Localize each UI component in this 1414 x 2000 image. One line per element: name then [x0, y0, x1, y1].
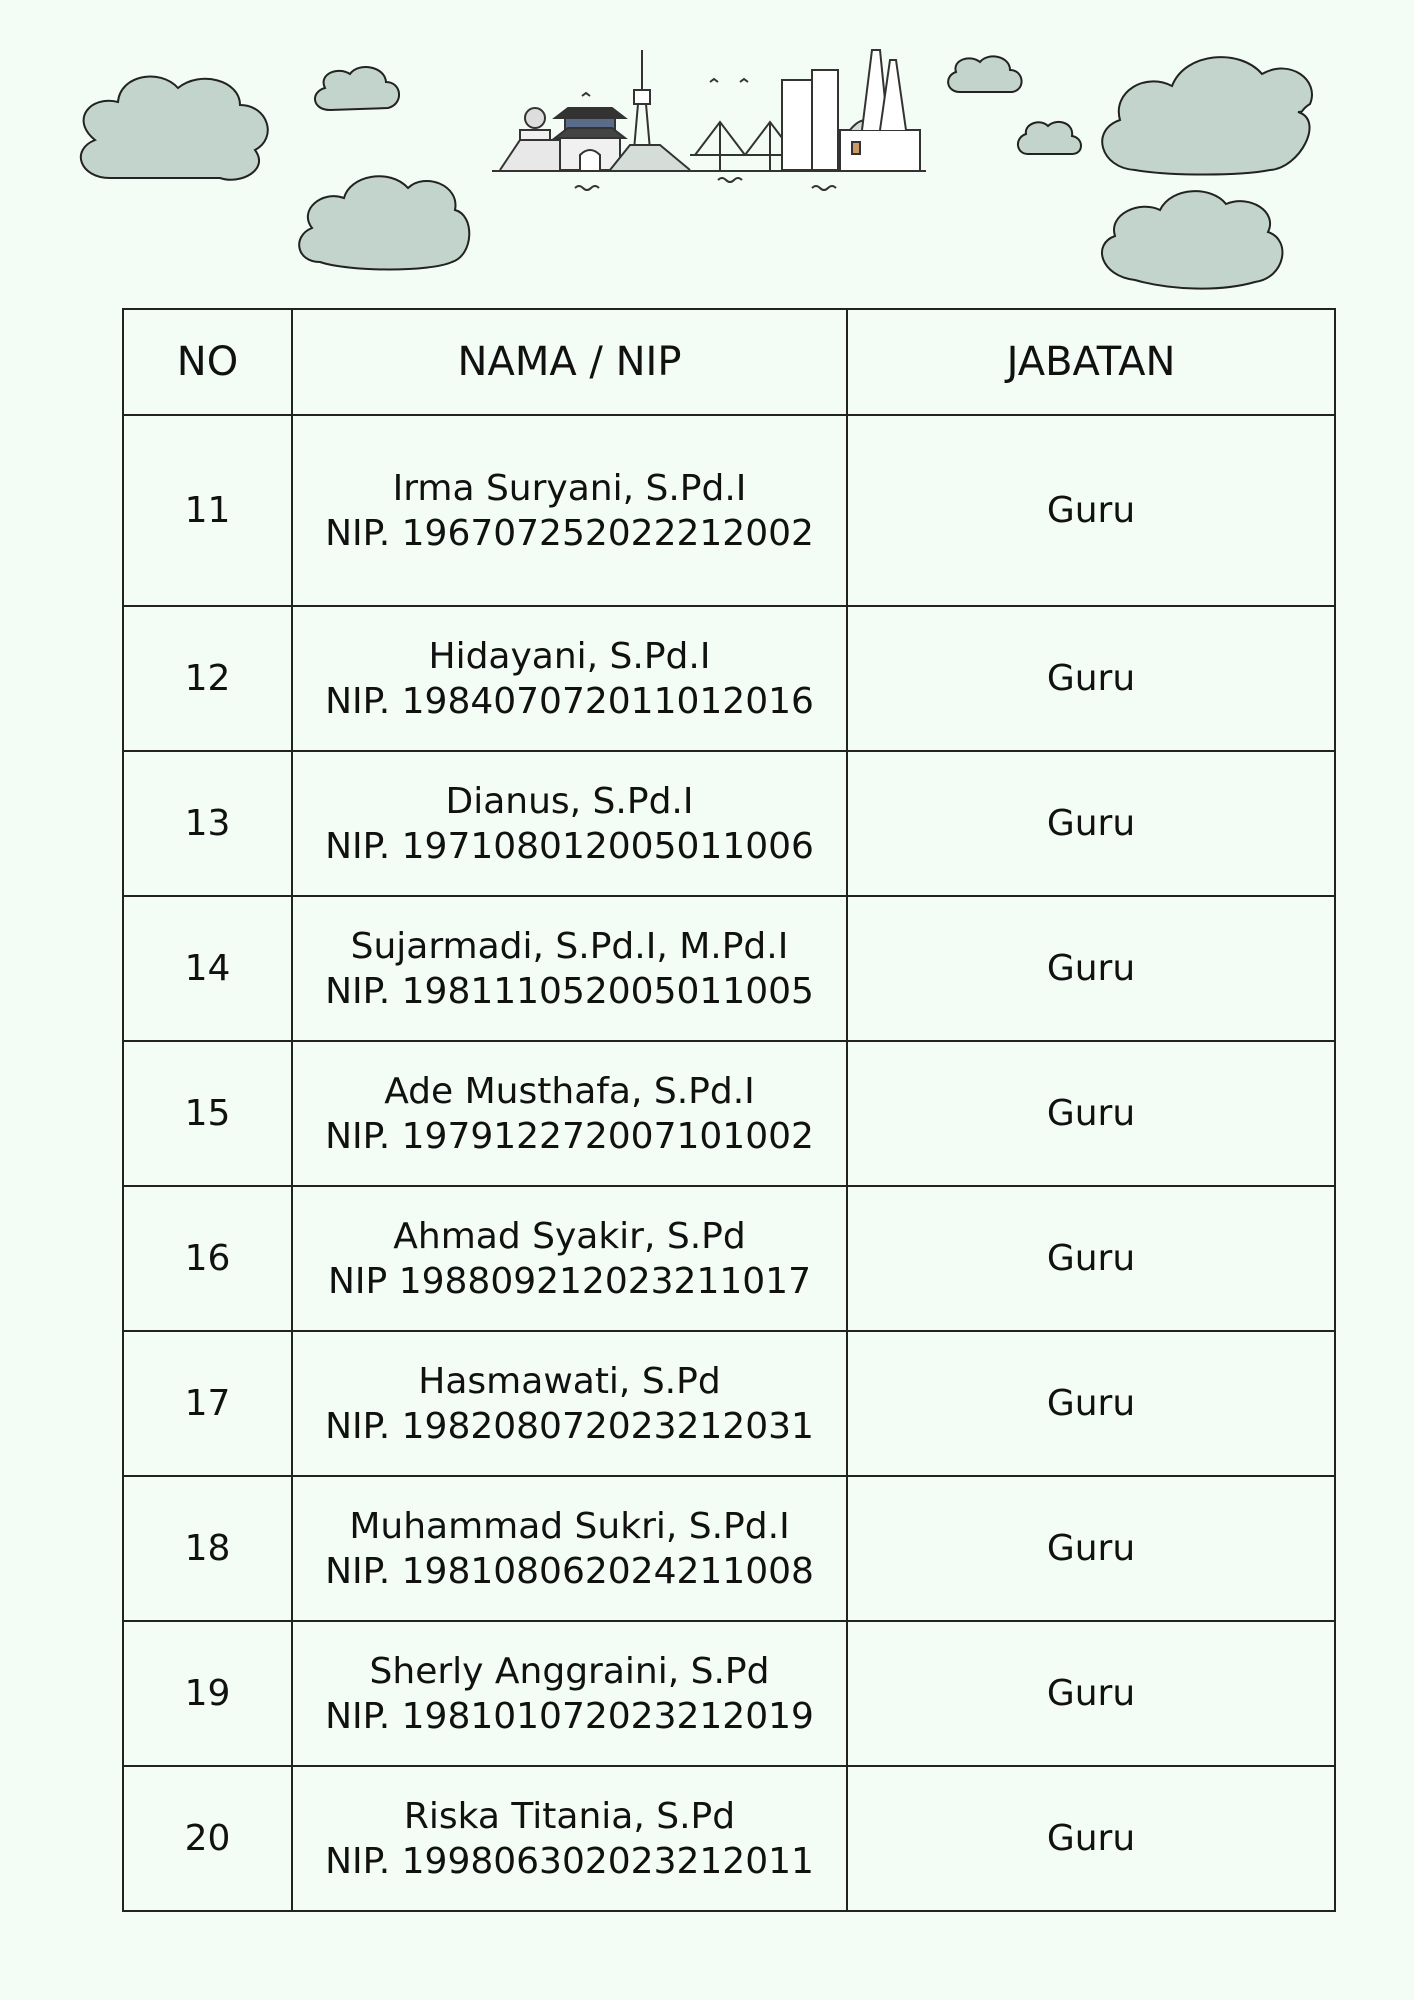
table-row: [123, 1041, 1335, 1186]
row-number: 12: [123, 606, 292, 751]
header-name-nip: NAMA / NIP: [292, 309, 847, 415]
row-position: Guru: [847, 1331, 1335, 1476]
row-position: Guru: [847, 606, 1335, 751]
row-name-nip: [292, 1041, 847, 1186]
row-position: Guru: [847, 1041, 1335, 1186]
staff-nip: NIP. 196707252022212002: [325, 512, 814, 554]
row-position: Guru: [847, 1766, 1335, 1911]
table-row: [123, 415, 1335, 606]
staff-nip: NIP. 198111052005011005: [325, 970, 814, 1012]
staff-name: Irma Suryani, S.Pd.I: [392, 467, 747, 509]
staff-nip: NIP. 198108062024211008: [325, 1550, 814, 1592]
header-no: NO: [123, 309, 292, 415]
row-name-nip: [292, 415, 847, 606]
row-position: Guru: [847, 1476, 1335, 1621]
row-name-nip: [292, 1186, 847, 1331]
row-name-nip: [292, 606, 847, 751]
table-row: [123, 896, 1335, 1041]
staff-name: Hidayani, S.Pd.I: [428, 635, 711, 677]
row-number: 11: [123, 415, 292, 606]
table-row: [123, 606, 1335, 751]
row-number: 13: [123, 751, 292, 896]
row-number: 15: [123, 1041, 292, 1186]
staff-nip: NIP. 197912272007101002: [325, 1115, 814, 1157]
row-number: 14: [123, 896, 292, 1041]
table-row: [123, 1476, 1335, 1621]
staff-name: Muhammad Sukri, S.Pd.I: [349, 1505, 790, 1547]
row-number: 19: [123, 1621, 292, 1766]
staff-nip: NIP. 199806302023212011: [325, 1840, 814, 1882]
header-position: JABATAN: [847, 309, 1335, 415]
staff-name: Hasmawati, S.Pd: [418, 1360, 721, 1402]
table-row: [123, 1766, 1335, 1911]
row-name-nip: [292, 1331, 847, 1476]
staff-name: Ade Musthafa, S.Pd.I: [384, 1070, 755, 1112]
staff-name: Sherly Anggraini, S.Pd: [369, 1650, 770, 1692]
staff-name: Dianus, S.Pd.I: [445, 780, 694, 822]
row-name-nip: [292, 1476, 847, 1621]
staff-nip: NIP. 198101072023212019: [325, 1695, 814, 1737]
table-body: [123, 415, 1335, 1911]
table-row: [123, 1186, 1335, 1331]
row-position: Guru: [847, 415, 1335, 606]
staff-name: Ahmad Syakir, S.Pd: [393, 1215, 746, 1257]
table-row: [123, 1331, 1335, 1476]
row-number: 16: [123, 1186, 292, 1331]
row-name-nip: [292, 1621, 847, 1766]
city-skyline-icon: [492, 50, 926, 190]
table-row: [123, 1621, 1335, 1766]
staff-name: Sujarmadi, S.Pd.I, M.Pd.I: [350, 925, 789, 967]
staff-table: [122, 308, 1336, 1912]
row-name-nip: [292, 1766, 847, 1911]
cloud-icon: [81, 56, 1312, 288]
row-number: 17: [123, 1331, 292, 1476]
staff-nip: NIP. 198407072011012016: [325, 680, 814, 722]
staff-name: Riska Titania, S.Pd: [403, 1795, 736, 1837]
row-position: Guru: [847, 751, 1335, 896]
header-decoration: [0, 0, 1414, 300]
row-name-nip: [292, 896, 847, 1041]
table-row: [123, 751, 1335, 896]
staff-nip: NIP 198809212023211017: [328, 1260, 811, 1302]
row-position: Guru: [847, 896, 1335, 1041]
row-name-nip: [292, 751, 847, 896]
staff-nip: NIP. 197108012005011006: [325, 825, 814, 867]
row-position: Guru: [847, 1621, 1335, 1766]
table-header-row: [123, 309, 1335, 415]
row-position: Guru: [847, 1186, 1335, 1331]
row-number: 20: [123, 1766, 292, 1911]
row-number: 18: [123, 1476, 292, 1621]
staff-nip: NIP. 198208072023212031: [325, 1405, 814, 1447]
